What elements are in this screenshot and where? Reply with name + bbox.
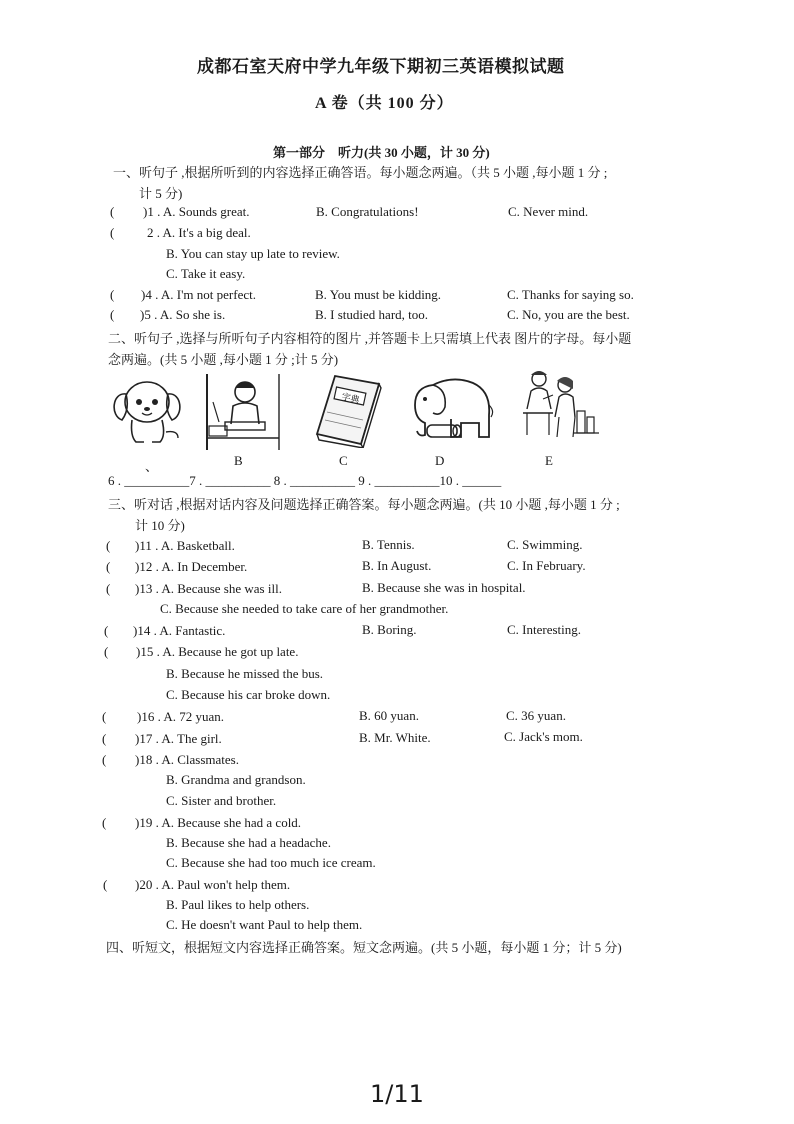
question-2-option-b: B. You can stay up late to review.: [166, 246, 340, 261]
question-13-option-a: )13 . A. Because she was ill.: [135, 581, 282, 596]
question-19-option-b: B. Because she had a headache.: [166, 835, 331, 850]
answer-paren[interactable]: (: [102, 731, 107, 746]
section3-instruction: 三、听对话 ,根据对话内容及问题选择正确答案。每小题念两遍。(共 10 小题 ,每小题 1 分 ;: [108, 497, 620, 512]
question-1-option-c: C. Never mind.: [508, 204, 589, 219]
question-20-option-c: C. He doesn't want Paul to help them.: [166, 917, 363, 932]
question-16-option-c: C. 36 yuan.: [506, 708, 566, 723]
picture-label-a: 、: [145, 459, 159, 474]
picture-d-elephant: [403, 375, 495, 449]
question-4-option-c: C. Thanks for saying so.: [507, 287, 634, 302]
question-2-option-a: 2 . A. It's a big deal.: [147, 225, 251, 240]
answer-paren[interactable]: (: [102, 709, 107, 724]
question-19-option-c: C. Because she had too much ice cream.: [166, 855, 376, 870]
answer-paren[interactable]: (: [102, 752, 107, 767]
answer-blanks-6-10[interactable]: 6 . __________7 . __________ 8 . __________ 9 . __________10 . ______: [108, 473, 502, 488]
question-4-option-a: )4 . A. I'm not perfect.: [141, 287, 256, 302]
picture-b-student-reading: [203, 372, 283, 452]
question-16-option-a: )16 . A. 72 yuan.: [137, 709, 225, 724]
section1-instruction-cont: 计 5 分): [139, 186, 183, 201]
question-18-option-b: B. Grandma and grandson.: [166, 772, 306, 787]
question-11-option-c: C. Swimming.: [507, 537, 583, 552]
answer-paren[interactable]: (: [102, 815, 107, 830]
question-5-option-a: )5 . A. So she is.: [140, 307, 226, 322]
question-5-option-c: C. No, you are the best.: [507, 307, 630, 322]
question-20-option-a: )20 . A. Paul won't help them.: [135, 877, 291, 892]
question-2-option-c: C. Take it easy.: [166, 266, 246, 281]
section2-instruction-cont: 念两遍。(共 5 小题 ,每小题 1 分 ;计 5 分): [108, 352, 339, 367]
question-1-option-b: B. Congratulations!: [316, 204, 419, 219]
part1-heading: 第一部分 听力(共 30 小题，计 30 分): [273, 145, 490, 160]
question-11-option-a: )11 . A. Basketball.: [135, 538, 235, 553]
question-12-option-c: C. In February.: [507, 558, 586, 573]
answer-paren[interactable]: (: [104, 644, 109, 659]
answer-paren[interactable]: (: [106, 559, 111, 574]
picture-label-c: C: [339, 453, 348, 468]
question-4-option-b: B. You must be kidding.: [315, 287, 442, 302]
picture-a-puppy: [108, 372, 186, 450]
question-14-option-c: C. Interesting.: [507, 622, 582, 637]
answer-paren[interactable]: (: [103, 877, 108, 892]
answer-paren[interactable]: (: [110, 204, 115, 219]
question-18-option-c: C. Sister and brother.: [166, 793, 277, 808]
question-13-option-c: C. Because she needed to take care of her grandmother.: [160, 601, 449, 616]
picture-c-dictionary: [313, 372, 383, 448]
question-17-option-c: C. Jack's mom.: [504, 729, 583, 744]
question-18-option-a: )18 . A. Classmates.: [135, 752, 239, 767]
picture-label-d: D: [435, 453, 445, 468]
answer-paren[interactable]: (: [106, 581, 111, 596]
question-15-option-a: )15 . A. Because he got up late.: [136, 644, 299, 659]
question-5-option-b: B. I studied hard, too.: [315, 307, 429, 322]
answer-paren[interactable]: (: [110, 225, 115, 240]
question-14-option-a: )14 . A. Fantastic.: [133, 623, 226, 638]
dictionary-cover-text: 字典: [340, 392, 361, 406]
question-14-option-b: B. Boring.: [362, 622, 417, 637]
answer-paren[interactable]: (: [106, 538, 111, 553]
question-19-option-a: )19 . A. Because she had a cold.: [135, 815, 302, 830]
page-number: 1/11: [370, 1080, 424, 1108]
question-13-option-b: B. Because she was in hospital.: [362, 580, 526, 595]
question-15-option-c: C. Because his car broke down.: [166, 687, 331, 702]
section2-instruction: 二、听句子 ,选择与所听句子内容相符的图片 ,并答题卡上只需填上代表 图片的字母。每小题: [108, 331, 632, 346]
question-17-option-a: )17 . A. The girl.: [135, 731, 222, 746]
question-15-option-b: B. Because he missed the bus.: [166, 666, 324, 681]
picture-e-people-at-table: [517, 369, 601, 441]
question-12-option-a: )12 . A. In December.: [135, 559, 248, 574]
section3-instruction-cont: 计 10 分): [135, 518, 185, 533]
answer-paren[interactable]: (: [110, 307, 115, 322]
question-1-option-a: )1 . A. Sounds great.: [143, 204, 250, 219]
paper-subtitle: A 卷（共 100 分）: [315, 95, 454, 112]
section4-instruction: 四、听短文，根据短文内容选择正确答案。短文念两遍。(共 5 小题，每小题 1 分；计 5 分): [106, 940, 622, 955]
section1-instruction: 一、听句子 ,根据所听到的内容选择正确答语。每小题念两遍。（共 5 小题 ,每小题 1 分 ;: [113, 165, 608, 180]
question-17-option-b: B. Mr. White.: [359, 730, 431, 745]
question-20-option-b: B. Paul likes to help others.: [166, 897, 310, 912]
answer-paren[interactable]: (: [104, 623, 109, 638]
picture-label-e: E: [545, 453, 553, 468]
exam-title: 成都石室天府中学九年级下期初三英语模拟试题: [197, 57, 565, 76]
answer-paren[interactable]: (: [110, 287, 115, 302]
question-11-option-b: B. Tennis.: [362, 537, 415, 552]
picture-label-b: B: [234, 453, 243, 468]
question-16-option-b: B. 60 yuan.: [359, 708, 419, 723]
question-12-option-b: B. In August.: [362, 558, 432, 573]
